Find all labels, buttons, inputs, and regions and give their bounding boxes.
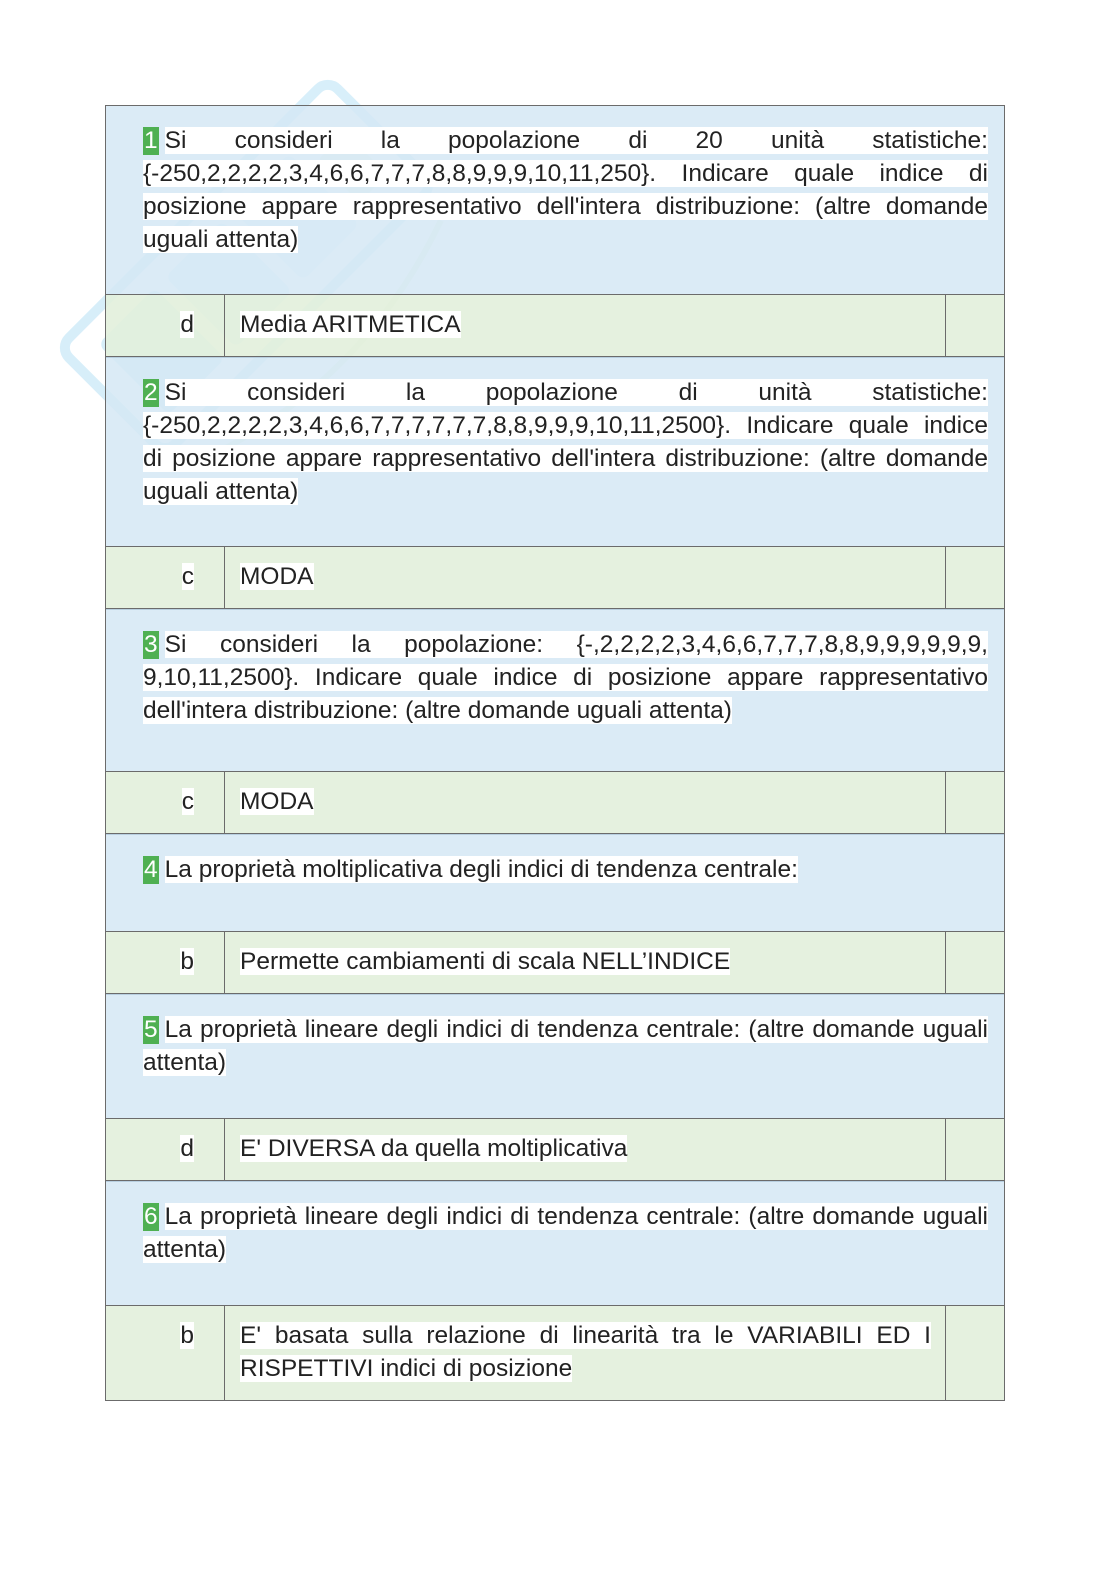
answer-text: E' basata sulla relazione di linearità tra le VARIABILI ED I RISPETTIVI indici di posizione — [240, 1322, 931, 1382]
answer-letter: b — [180, 948, 194, 975]
answer-letter: d — [180, 311, 194, 338]
question-text — [143, 1013, 988, 1079]
question-body: Si consideri la popolazione: {-,2,2,2,2,3,4,6,6,7,7,7,8,8,9,9,9,9,9,9, 9,10,11,2500}. Indicare quale indice di posizione appare rappresentativo dell'intera distribuzione: (altre domande uguali attenta) — [143, 631, 988, 724]
question-text — [143, 376, 988, 508]
answer-text-cell — [225, 772, 946, 833]
answer-letter: c — [181, 788, 194, 815]
answer-text-cell — [225, 932, 946, 993]
answer-text: MODA — [240, 563, 314, 590]
answer-letter-cell — [106, 547, 225, 608]
answer-text-cell — [225, 295, 946, 356]
answer-letter-cell — [106, 1119, 225, 1180]
answer-row-6 — [106, 1305, 1004, 1401]
answer-blank-cell — [946, 772, 1004, 833]
answer-text: Media ARITMETICA — [240, 311, 461, 338]
question-text — [143, 628, 988, 727]
question-body: Si consideri la popolazione di unità statistiche: {-250,2,2,2,2,3,4,6,6,7,7,7,7,7,7,8,8,9,9,9,10,11,2500}. Indicare quale indice di posizione appare rappresentativo dell'intera distribuzione: (altre domande uguali attenta) — [143, 379, 988, 505]
question-block-6 — [106, 1181, 1004, 1305]
quiz-sheet — [105, 105, 1005, 1401]
answer-letter-cell — [106, 1306, 225, 1400]
question-number: 6 — [144, 1203, 158, 1230]
answer-letter-cell — [106, 772, 225, 833]
answer-text-cell — [225, 1306, 946, 1400]
question-body: La proprietà moltiplicativa degli indici di tendenza centrale: — [164, 856, 798, 883]
answer-row-2 — [106, 546, 1004, 609]
answer-text-cell — [225, 547, 946, 608]
question-text — [143, 853, 988, 886]
question-number: 5 — [144, 1016, 158, 1043]
question-body: La proprietà lineare degli indici di tendenza centrale: (altre domande uguali attenta) — [143, 1203, 988, 1263]
question-number: 2 — [144, 379, 158, 406]
question-number: 1 — [144, 127, 158, 154]
answer-row-5 — [106, 1118, 1004, 1181]
question-block-5 — [106, 994, 1004, 1118]
answer-blank-cell — [946, 932, 1004, 993]
question-text — [143, 1200, 988, 1266]
answer-row-1 — [106, 294, 1004, 357]
question-block-2 — [106, 357, 1004, 546]
answer-row-4 — [106, 931, 1004, 994]
answer-text: E' DIVERSA da quella moltiplicativa — [240, 1135, 628, 1162]
answer-text: Permette cambiamenti di scala NELL’INDICE — [240, 948, 731, 975]
answer-letter: c — [181, 563, 194, 590]
answer-blank-cell — [946, 295, 1004, 356]
question-block-4 — [106, 834, 1004, 931]
answer-letter-cell — [106, 295, 225, 356]
answer-text: MODA — [240, 788, 314, 815]
answer-letter-cell — [106, 932, 225, 993]
answer-text-cell — [225, 1119, 946, 1180]
answer-blank-cell — [946, 1306, 1004, 1400]
question-number: 3 — [144, 631, 158, 658]
question-number: 4 — [144, 856, 158, 883]
question-body: Si consideri la popolazione di 20 unità statistiche: {-250,2,2,2,2,3,4,6,6,7,7,7,8,8,9,9,9,10,11,250}. Indicare quale indice di posizione appare rappresentativo dell'intera distribuzione: (altre domande uguali attenta) — [143, 127, 988, 253]
question-block-3 — [106, 609, 1004, 771]
question-text — [143, 124, 988, 256]
question-body: La proprietà lineare degli indici di tendenza centrale: (altre domande uguali attenta) — [143, 1016, 988, 1076]
answer-row-3 — [106, 771, 1004, 834]
question-block-1 — [106, 105, 1004, 294]
answer-blank-cell — [946, 1119, 1004, 1180]
answer-letter: b — [180, 1322, 194, 1349]
answer-letter: d — [180, 1135, 194, 1162]
answer-blank-cell — [946, 547, 1004, 608]
